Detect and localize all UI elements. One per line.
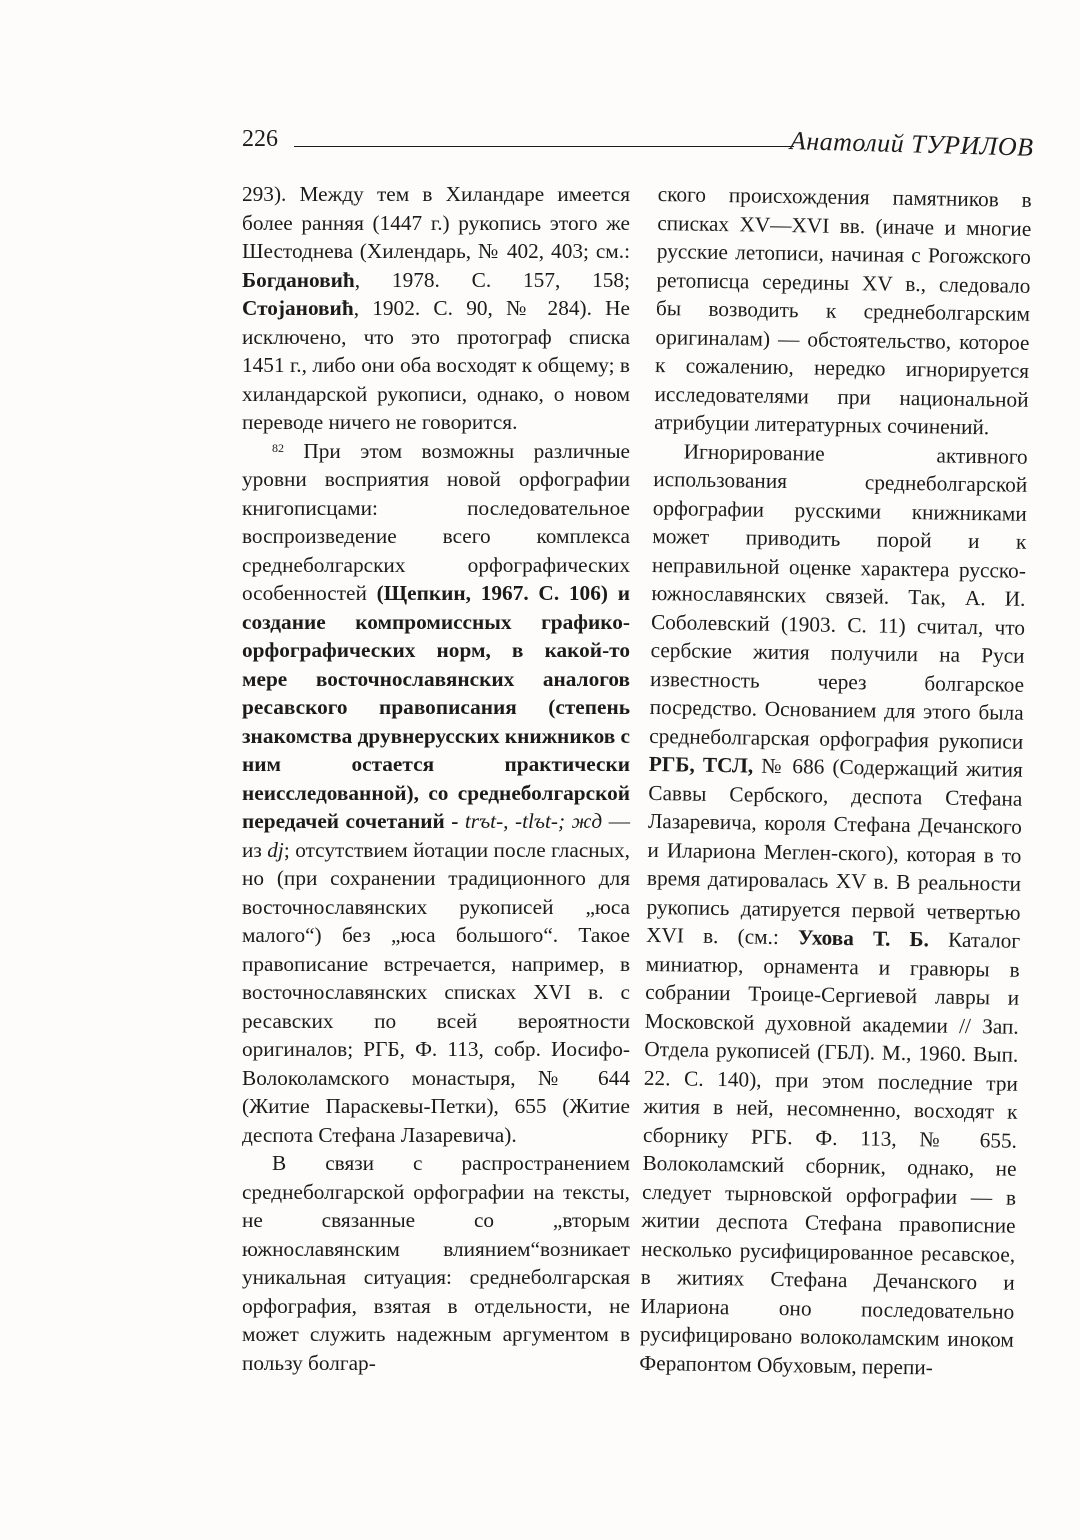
right-paragraph-1 [654,180,1032,442]
right-paragraph-2 [639,436,1028,1382]
text-run: , 1978. С. 157, 158; [354,267,630,292]
text-run: , 1967. С. 106) и создание компромиссных графико-орфографических норм, в какой-то мере восточнославянских аналогов ресавского правописания (степень знакомства друвнерусских книжников с ним остается практически неисследованной), со среднеболгарской передачей сочетаний - [242,581,630,833]
text-run-italic: dj [267,837,284,862]
text-run: При этом возможны различные уровни восприятия новой орфографии книгописцами: последовательное воспроизведение всего комплекса среднеболгарских орфографических особенностей [242,438,630,605]
left-paragraph-2 [242,437,630,1150]
text-run: — из [242,809,631,862]
page-number: 226 [242,126,278,152]
archive-reference: РГБ, ТСЛ, [648,751,754,778]
running-head: Анатолий ТУРИЛОВ [789,126,1035,162]
page-header [242,126,1034,166]
header-rule [294,146,794,147]
text-run: 293). Между тем в Хиландаре имеется более ранняя (1447 г.) рукопись этого же Шестоднева (Хилендарь, № 402, 403; см.: [242,182,630,263]
right-column [639,180,1032,1383]
text-run: № 686 (Содержащий жития Саввы Сербского, деспота Стефана Лазаревича, короля Стефана Дечанского и Илариона Меглен-ского), которая в то время датировалась XV в. В реальности рукопись датируется первой четвертью XVI в. (см.: [645,753,1023,950]
left-paragraph-3 [242,1149,630,1377]
author-reference: Ухова Т. Б. [797,925,930,952]
left-column [242,180,630,1377]
footnote-mark: 82 [272,440,284,455]
author-reference: Стојановић [242,296,354,320]
text-run: В связи с распространением среднеболгарской орфографии на тексты, не связанные со „вторым южнославянским влиянием“возникает уникальная ситуация: среднеболгарская орфография, взятая в отдельности, не может служить надежным аргументом в пользу болгар- [242,1151,630,1375]
author-reference: Богдановић [242,267,355,292]
author-reference: (Щепкин [376,581,466,605]
text-run: Игнорирование активного использования среднеболгарской орфографии русскими книжниками может приводить порой и к неправильной оценке характера русско-южнославянских связей. Так, А. И. Соболевский (1903. С. 11) считал, что сербские жития получили на Руси известность через болгарское посредство. Основанием для этого была среднеболгарская орфография рукописи [649,438,1028,754]
text-run: ского происхождения памятников в списках XV—XVI вв. (иначе и многие русские летописи, начиная с Рогожского ретописца середины XV в., следовало бы возводить к среднеболгарским оригиналам) — обстоятельство, которое к сожалению, нередко игнорируется исследователями при национальной атрибуции литературных сочинений. [654,181,1032,440]
left-paragraph-1 [242,180,630,437]
text-run: ; отсутствием йотации после гласных, но (при сохранении традиционного для восточнославянских рукописей „юса малого“) без „юса большого“. Такое правописание встречается, например, в восточнославянских списках XVI в. с ресавских по всей вероятности оригиналов; РГБ, Ф. 113, собр. Иосифо-Волоколамского монастыря, № 644 (Житие Параскевы-Петки), 655 (Житие деспота Стефана Лазаревича). [242,837,630,1147]
text-run-italic: trъt-, -tlъt-; жд [464,809,603,833]
text-run: , 1902. С. 90, № 284). Не исключено, что это протограф списка 1451 г., либо они оба восходят к общему; в хиландарской рукописи, однако, о новом переводе ничего не говорится. [242,296,630,434]
text-run: Каталог миниатюр, орнамента и гравюры в собрании Троице-Сергиевой лавры и Московской духовной академии // Зап. Отдела рукописей (ГБЛ). М., 1960. Вып. 22. С. 140), при этом последние три жития в ней, несомненно, восходят к сборнику РГБ. Ф. 113, № 655. Волоколамский сборник, однако, не следует тырновской орфографии — в житии деспота Стефана правописние несколько русифицированное ресавское, в житиях Стефана Дечанского и Илариона оно последовательно русифицировано волоколамским иноком Ферапонтом Обуховым, перепи- [639,927,1021,1379]
